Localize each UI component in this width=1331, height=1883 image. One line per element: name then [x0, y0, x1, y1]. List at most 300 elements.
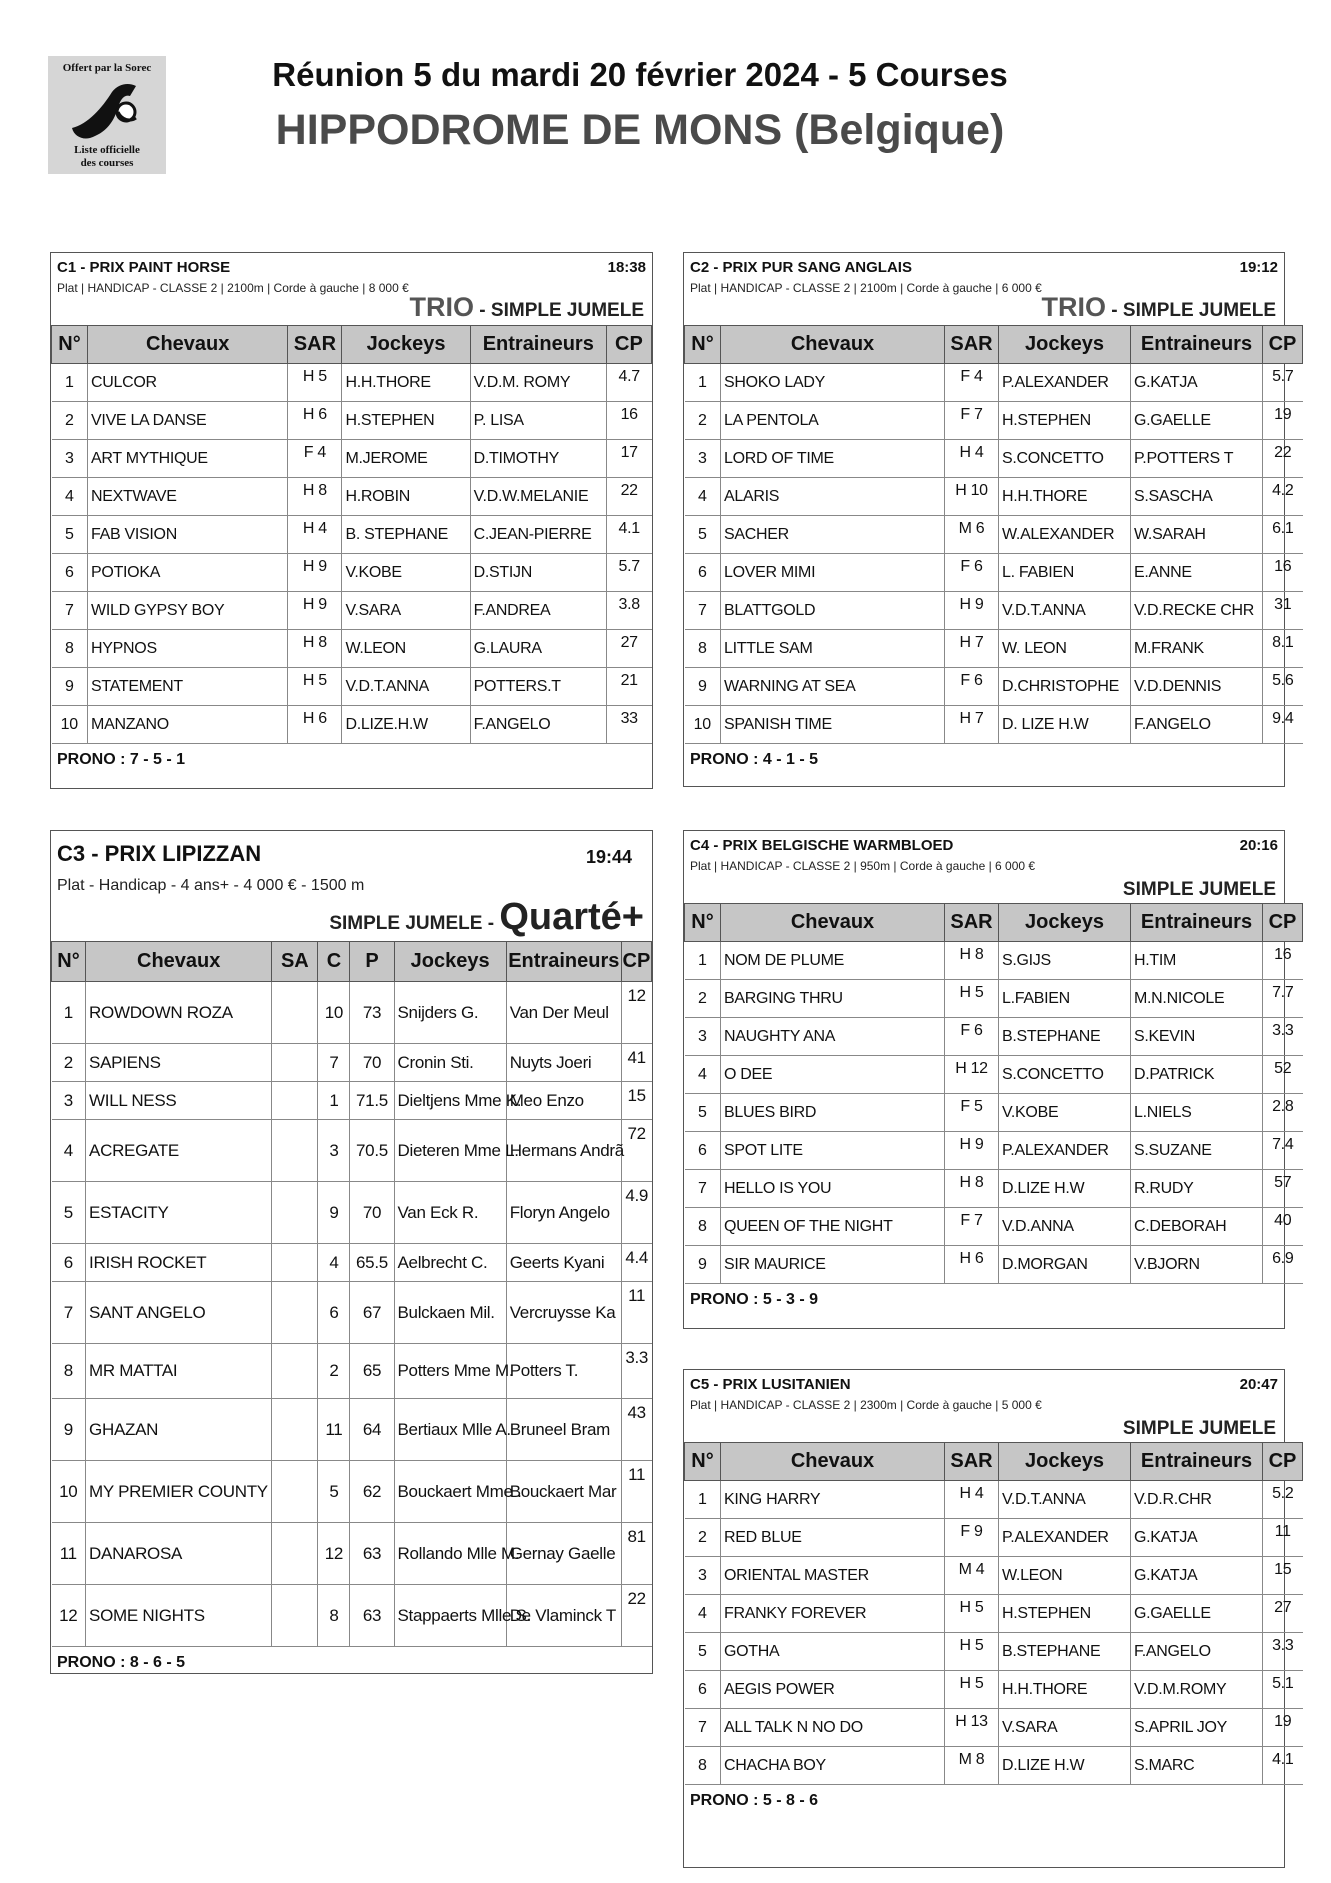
runner-jockey: H.STEPHEN: [999, 1595, 1131, 1633]
runner-n: 9: [685, 1246, 721, 1284]
runner-sar: H 9: [288, 554, 342, 592]
runner-jockey: Snijders G.: [394, 982, 506, 1044]
col-header-jockey: Jockeys: [999, 1443, 1131, 1481]
runner-n: 3: [52, 440, 88, 478]
runner-cp: 22: [621, 1585, 651, 1647]
runner-jockey: Bertiaux Mlle A.: [394, 1399, 506, 1461]
runner-cp: 11: [621, 1282, 651, 1344]
runner-trainer: Hermans Andrã: [506, 1120, 621, 1182]
runner-trainer: E.ANNE: [1131, 554, 1263, 592]
runner-sar: M 8: [945, 1747, 999, 1785]
runner-n: 5: [52, 1182, 86, 1244]
runner-sar: H 6: [945, 1246, 999, 1284]
runner-jockey: B.STEPHANE: [999, 1633, 1131, 1671]
runner-jockey: D.LIZE H.W: [999, 1170, 1131, 1208]
race-header: [51, 831, 652, 942]
prono: PRONO : 5 - 8 - 6: [690, 1792, 819, 1809]
runner-jockey: V.KOBE: [999, 1094, 1131, 1132]
runner-jockey: H.H.THORE: [342, 364, 470, 402]
runner-sar: H 5: [945, 980, 999, 1018]
runner-jockey: V.SARA: [999, 1709, 1131, 1747]
runner-p: 67: [350, 1282, 394, 1344]
horse-head-icon: [68, 78, 146, 144]
runner-row: [52, 982, 652, 1044]
runner-n: 4: [52, 1120, 86, 1182]
runner-horse: LORD OF TIME: [721, 440, 945, 478]
runner-row: [52, 1082, 652, 1120]
runner-row: [52, 1344, 652, 1399]
runner-n: 4: [685, 478, 721, 516]
runner-n: 1: [685, 1481, 721, 1519]
runner-horse: SOME NIGHTS: [86, 1585, 272, 1647]
bet-simple-jumele: SIMPLE JUMELE: [1122, 1418, 1276, 1439]
bet-trio: TRIO: [1041, 292, 1107, 322]
runner-p: 65.5: [350, 1244, 394, 1282]
runner-horse: ART MYTHIQUE: [88, 440, 288, 478]
runner-row: [685, 1132, 1303, 1170]
runner-jockey: V.D.ANNA: [999, 1208, 1131, 1246]
race-time: 20:47: [1239, 1376, 1278, 1393]
logo-top-text: Offert par la Sorec: [62, 62, 152, 74]
runner-row: [52, 1585, 652, 1647]
runner-horse: QUEEN OF THE NIGHT: [721, 1208, 945, 1246]
runner-row: [52, 364, 652, 402]
runner-p: 70.5: [350, 1120, 394, 1182]
runner-row: [52, 1044, 652, 1082]
runner-cp: 22: [606, 478, 651, 516]
runner-n: 1: [685, 942, 721, 980]
runner-trainer: Geerts Kyani: [506, 1244, 621, 1282]
runner-cp: 5.2: [1263, 1481, 1303, 1519]
runner-trainer: G.GAELLE: [1131, 402, 1263, 440]
runner-trainer: F.ANDREA: [470, 592, 606, 630]
runner-horse: POTIOKA: [88, 554, 288, 592]
runner-trainer: V.D.R.CHR: [1131, 1481, 1263, 1519]
runner-horse: BLUES BIRD: [721, 1094, 945, 1132]
runner-row: [685, 1595, 1303, 1633]
runner-sar: F 6: [945, 668, 999, 706]
bet-types: [329, 896, 644, 939]
runner-p: 63: [350, 1523, 394, 1585]
runner-c: 12: [318, 1523, 350, 1585]
runner-sar: [272, 1461, 318, 1523]
runner-cp: 16: [606, 402, 651, 440]
runner-jockey: Dieltjens Mme K.: [394, 1082, 506, 1120]
header-row: [685, 904, 1303, 942]
runner-n: 4: [685, 1595, 721, 1633]
runner-horse: NEXTWAVE: [88, 478, 288, 516]
runner-trainer: Bruneel Bram: [506, 1399, 621, 1461]
runner-horse: ESTACITY: [86, 1182, 272, 1244]
runner-n: 1: [685, 364, 721, 402]
race-time: 19:12: [1239, 259, 1278, 276]
runner-horse: LITTLE SAM: [721, 630, 945, 668]
runner-trainer: V.D.M.ROMY: [1131, 1671, 1263, 1709]
runner-c: 10: [318, 982, 350, 1044]
runner-trainer: Meo Enzo: [506, 1082, 621, 1120]
runner-horse: MR MATTAI: [86, 1344, 272, 1399]
runner-sar: H 9: [945, 592, 999, 630]
runner-n: 12: [52, 1585, 86, 1647]
bet-simple-jumele: - SIMPLE JUMELE: [1106, 300, 1276, 321]
runner-trainer: Nuyts Joeri: [506, 1044, 621, 1082]
runner-c: 7: [318, 1044, 350, 1082]
runner-row: [52, 1399, 652, 1461]
race-title: C4 - PRIX BELGISCHE WARMBLOED: [690, 837, 954, 854]
runner-horse: FRANKY FOREVER: [721, 1595, 945, 1633]
runner-horse: BLATTGOLD: [721, 592, 945, 630]
runner-sar: H 7: [945, 706, 999, 744]
runner-cp: 5.7: [606, 554, 651, 592]
bet-types: [1042, 292, 1276, 323]
runner-sar: H 8: [288, 478, 342, 516]
runner-n: 6: [685, 554, 721, 592]
runner-horse: SAPIENS: [86, 1044, 272, 1082]
runner-trainer: Floryn Angelo: [506, 1182, 621, 1244]
runner-cp: 43: [621, 1399, 651, 1461]
runner-sar: [272, 1082, 318, 1120]
runner-row: [52, 478, 652, 516]
bet-trio: TRIO: [409, 292, 475, 322]
sorec-logo: [48, 56, 166, 174]
runner-horse: ORIENTAL MASTER: [721, 1557, 945, 1595]
runners-table: [51, 941, 652, 1647]
runner-sar: [272, 1120, 318, 1182]
runner-trainer: V.D.DENNIS: [1131, 668, 1263, 706]
runner-n: 11: [52, 1523, 86, 1585]
col-header-num: N°: [685, 904, 721, 942]
logo-bottom-text: [48, 144, 166, 170]
runner-p: 70: [350, 1182, 394, 1244]
runner-horse: WILL NESS: [86, 1082, 272, 1120]
runner-n: 2: [52, 1044, 86, 1082]
runner-horse: HYPNOS: [88, 630, 288, 668]
runner-n: 7: [685, 1709, 721, 1747]
col-header-c: C: [318, 942, 350, 982]
runner-sar: H 6: [288, 706, 342, 744]
runner-cp: 2.8: [1263, 1094, 1303, 1132]
runner-n: 2: [685, 402, 721, 440]
runner-sar: [272, 1044, 318, 1082]
runner-horse: ACREGATE: [86, 1120, 272, 1182]
runner-cp: 81: [621, 1523, 651, 1585]
runner-jockey: P.ALEXANDER: [999, 1519, 1131, 1557]
prono: PRONO : 4 - 1 - 5: [690, 751, 819, 768]
runner-trainer: G.GAELLE: [1131, 1595, 1263, 1633]
col-header-jockey: Jockeys: [999, 326, 1131, 364]
runner-trainer: Bouckaert Mar: [506, 1461, 621, 1523]
runner-c: 6: [318, 1282, 350, 1344]
race-c1: [50, 252, 653, 789]
runner-row: [685, 706, 1303, 744]
col-header-trainer: Entraineurs: [1131, 904, 1263, 942]
runner-trainer: S.SASCHA: [1131, 478, 1263, 516]
runner-cp: 19: [1263, 402, 1303, 440]
runner-horse: O DEE: [721, 1056, 945, 1094]
runner-horse: FAB VISION: [88, 516, 288, 554]
runner-n: 4: [685, 1056, 721, 1094]
runner-jockey: V.KOBE: [342, 554, 470, 592]
col-header-trainer: Entraineurs: [1131, 326, 1263, 364]
runner-trainer: G.KATJA: [1131, 1519, 1263, 1557]
runner-trainer: M.N.NICOLE: [1131, 980, 1263, 1018]
runner-cp: 5.1: [1263, 1671, 1303, 1709]
runner-n: 6: [685, 1132, 721, 1170]
runner-cp: 15: [621, 1082, 651, 1120]
runner-n: 7: [52, 592, 88, 630]
runner-row: [685, 630, 1303, 668]
col-header-sar: SAR: [945, 326, 999, 364]
col-header-trainer: Entraineurs: [470, 326, 606, 364]
runner-sar: H 12: [945, 1056, 999, 1094]
runner-c: 1: [318, 1082, 350, 1120]
runner-jockey: Aelbrecht C.: [394, 1244, 506, 1282]
col-header-jockey: Jockeys: [394, 942, 506, 982]
runner-c: 8: [318, 1585, 350, 1647]
runner-sar: H 5: [945, 1633, 999, 1671]
runner-cp: 5.6: [1263, 668, 1303, 706]
race-time: 20:16: [1239, 837, 1278, 854]
runner-row: [52, 1282, 652, 1344]
runner-jockey: H.STEPHEN: [342, 402, 470, 440]
runner-jockey: W. LEON: [999, 630, 1131, 668]
runner-horse: NOM DE PLUME: [721, 942, 945, 980]
runner-horse: ALARIS: [721, 478, 945, 516]
bet-types: [410, 292, 644, 323]
runner-cp: 57: [1263, 1170, 1303, 1208]
runner-horse: SPOT LITE: [721, 1132, 945, 1170]
runner-jockey: W.LEON: [999, 1557, 1131, 1595]
race-header: [684, 1370, 1284, 1443]
col-header-horse: Chevaux: [721, 1443, 945, 1481]
runner-horse: WARNING AT SEA: [721, 668, 945, 706]
runner-cp: 27: [606, 630, 651, 668]
header-row: [685, 1443, 1303, 1481]
bet-quarte: Quarté+: [499, 896, 644, 938]
prono: PRONO : 7 - 5 - 1: [57, 751, 186, 768]
runners-table: [51, 325, 652, 744]
runner-row: [52, 630, 652, 668]
col-header-horse: Chevaux: [86, 942, 272, 982]
runner-p: 63: [350, 1585, 394, 1647]
runner-sar: [272, 1585, 318, 1647]
runner-jockey: S.CONCETTO: [999, 1056, 1131, 1094]
runner-n: 8: [52, 630, 88, 668]
runner-n: 10: [52, 706, 88, 744]
runner-n: 6: [685, 1671, 721, 1709]
runner-c: 3: [318, 1120, 350, 1182]
runner-jockey: W.LEON: [342, 630, 470, 668]
runner-n: 7: [685, 592, 721, 630]
runner-jockey: Potters Mme M.: [394, 1344, 506, 1399]
runner-horse: SPANISH TIME: [721, 706, 945, 744]
prono: PRONO : 5 - 3 - 9: [690, 1291, 819, 1308]
runner-cp: 15: [1263, 1557, 1303, 1595]
runner-trainer: L.NIELS: [1131, 1094, 1263, 1132]
runner-sar: H 4: [945, 440, 999, 478]
runner-sar: H 8: [288, 630, 342, 668]
runner-n: 7: [52, 1282, 86, 1344]
runner-trainer: V.BJORN: [1131, 1246, 1263, 1284]
runner-sar: F 7: [945, 1208, 999, 1246]
race-title: C1 - PRIX PAINT HORSE: [57, 259, 231, 276]
runner-c: 5: [318, 1461, 350, 1523]
runner-cp: 27: [1263, 1595, 1303, 1633]
runner-sar: [272, 1523, 318, 1585]
runner-horse: LOVER MIMI: [721, 554, 945, 592]
runner-sar: M 6: [945, 516, 999, 554]
runner-n: 8: [685, 1208, 721, 1246]
runner-n: 10: [52, 1461, 86, 1523]
runner-row: [52, 516, 652, 554]
runner-n: 7: [685, 1170, 721, 1208]
runner-row: [685, 1056, 1303, 1094]
runner-n: 6: [52, 1244, 86, 1282]
runner-horse: BARGING THRU: [721, 980, 945, 1018]
runner-trainer: POTTERS.T: [470, 668, 606, 706]
runner-jockey: V.D.T.ANNA: [342, 668, 470, 706]
runner-n: 9: [52, 1399, 86, 1461]
runner-n: 3: [685, 440, 721, 478]
race-c4: [683, 830, 1297, 1329]
runner-horse: CULCOR: [88, 364, 288, 402]
runner-cp: 52: [1263, 1056, 1303, 1094]
runner-row: [685, 364, 1303, 402]
runner-trainer: G.LAURA: [470, 630, 606, 668]
col-header-horse: Chevaux: [88, 326, 288, 364]
runner-cp: 3.3: [1263, 1018, 1303, 1056]
runner-sar: [272, 982, 318, 1044]
bet-simple-jumele: SIMPLE JUMELE: [1122, 879, 1276, 900]
runner-c: 4: [318, 1244, 350, 1282]
runner-row: [52, 706, 652, 744]
runner-trainer: V.D.W.MELANIE: [470, 478, 606, 516]
runner-trainer: Potters T.: [506, 1344, 621, 1399]
runner-trainer: H.TIM: [1131, 942, 1263, 980]
runner-sar: [272, 1344, 318, 1399]
runner-trainer: F.ANGELO: [1131, 1633, 1263, 1671]
runner-cp: 40: [1263, 1208, 1303, 1246]
runner-trainer: Van Der Meul: [506, 982, 621, 1044]
runner-n: 5: [685, 1633, 721, 1671]
race-time: 19:44: [585, 847, 632, 867]
runner-p: 71.5: [350, 1082, 394, 1120]
runner-row: [685, 516, 1303, 554]
runner-sar: H 7: [945, 630, 999, 668]
runner-sar: F 6: [945, 554, 999, 592]
col-header-cp: CP: [1263, 326, 1303, 364]
race-title: C3 - PRIX LIPIZZAN: [57, 841, 262, 866]
runner-trainer: D.STIJN: [470, 554, 606, 592]
col-header-cp: CP: [1263, 904, 1303, 942]
runner-horse: SIR MAURICE: [721, 1246, 945, 1284]
col-header-num: N°: [52, 326, 88, 364]
runner-cp: 16: [1263, 942, 1303, 980]
runner-trainer: P. LISA: [470, 402, 606, 440]
runner-trainer: V.D.M. ROMY: [470, 364, 606, 402]
runner-trainer: P.POTTERS T: [1131, 440, 1263, 478]
runner-trainer: Vercruysse Ka: [506, 1282, 621, 1344]
runner-row: [685, 1747, 1303, 1785]
header-row: [52, 942, 652, 982]
runner-row: [52, 1244, 652, 1282]
race-c3: [50, 830, 653, 1674]
runner-jockey: V.SARA: [342, 592, 470, 630]
runner-trainer: W.SARAH: [1131, 516, 1263, 554]
runner-horse: SACHER: [721, 516, 945, 554]
runner-cp: 9.4: [1263, 706, 1303, 744]
runner-row: [685, 1481, 1303, 1519]
runners-table: [684, 325, 1303, 744]
col-header-num: N°: [685, 1443, 721, 1481]
runner-horse: RED BLUE: [721, 1519, 945, 1557]
runner-jockey: P.ALEXANDER: [999, 364, 1131, 402]
runner-horse: ALL TALK N NO DO: [721, 1709, 945, 1747]
runner-sar: H 5: [945, 1595, 999, 1633]
runner-cp: 17: [606, 440, 651, 478]
runner-cp: 4.1: [606, 516, 651, 554]
runner-sar: H 10: [945, 478, 999, 516]
runner-horse: LA PENTOLA: [721, 402, 945, 440]
runner-jockey: V.D.T.ANNA: [999, 1481, 1131, 1519]
col-header-sar: SAR: [945, 1443, 999, 1481]
runner-row: [685, 478, 1303, 516]
runner-sar: M 4: [945, 1557, 999, 1595]
runner-horse: SHOKO LADY: [721, 364, 945, 402]
runner-cp: 19: [1263, 1709, 1303, 1747]
col-header-num: N°: [52, 942, 86, 982]
col-header-num: N°: [685, 326, 721, 364]
runner-row: [685, 1170, 1303, 1208]
runner-horse: HELLO IS YOU: [721, 1170, 945, 1208]
runner-sar: H 5: [945, 1671, 999, 1709]
runner-horse: MY PREMIER COUNTY: [86, 1461, 272, 1523]
runner-jockey: Cronin Sti.: [394, 1044, 506, 1082]
runner-cp: 7.4: [1263, 1132, 1303, 1170]
runner-cp: 41: [621, 1044, 651, 1082]
runner-sar: H 9: [945, 1132, 999, 1170]
runner-cp: 4.7: [606, 364, 651, 402]
runner-sar: H 8: [945, 942, 999, 980]
runner-n: 5: [685, 1094, 721, 1132]
bet-simple-jumele: SIMPLE JUMELE -: [329, 913, 500, 934]
runner-n: 8: [685, 630, 721, 668]
col-header-trainer: Entraineurs: [506, 942, 621, 982]
runner-jockey: L. FABIEN: [999, 554, 1131, 592]
racecourse-title: HIPPODROME DE MONS (Belgique): [275, 106, 1005, 154]
col-header-sa: SA: [272, 942, 318, 982]
runner-n: 1: [52, 982, 86, 1044]
runner-c: 9: [318, 1182, 350, 1244]
race-description: Plat - Handicap - 4 ans+ - 4 000 € - 1500 m: [57, 877, 365, 894]
runner-row: [685, 942, 1303, 980]
runner-row: [685, 1671, 1303, 1709]
runner-jockey: L.FABIEN: [999, 980, 1131, 1018]
runner-cp: 4.2: [1263, 478, 1303, 516]
col-header-cp: CP: [621, 942, 651, 982]
runner-trainer: Gernay Gaelle: [506, 1523, 621, 1585]
runner-sar: F 5: [945, 1094, 999, 1132]
runner-cp: 6.1: [1263, 516, 1303, 554]
runner-jockey: Bulckaen Mil.: [394, 1282, 506, 1344]
runner-row: [685, 980, 1303, 1018]
runner-sar: [272, 1399, 318, 1461]
bet-types: [1123, 1418, 1276, 1440]
runner-jockey: Dieteren Mme L.: [394, 1120, 506, 1182]
runner-cp: 5.7: [1263, 364, 1303, 402]
runner-jockey: D.LIZE H.W: [999, 1747, 1131, 1785]
runner-trainer: S.KEVIN: [1131, 1018, 1263, 1056]
